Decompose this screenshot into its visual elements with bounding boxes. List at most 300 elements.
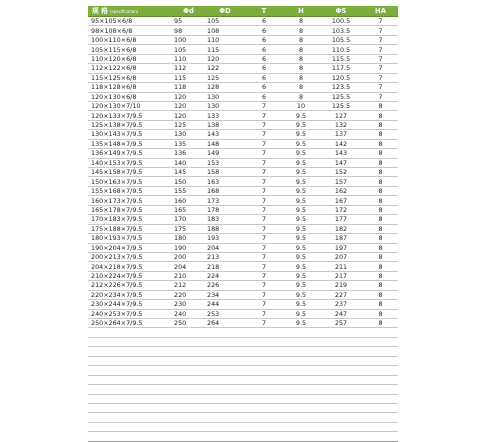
cell-outer-diameter: 125 [205,73,245,82]
table-row [88,281,398,290]
cell-s-diameter: 100.5 [319,17,363,26]
cell-outer-diameter: 120 [205,54,245,63]
table-row [88,215,398,224]
cell-h: 9.5 [283,224,319,233]
table-row [88,262,398,271]
cell-inner-diameter: 120 [172,101,205,110]
cell-h [283,356,319,365]
cell-inner-diameter [172,422,205,431]
cell-s-diameter: 247 [319,309,363,318]
cell-inner-diameter: 160 [172,196,205,205]
cell-s-diameter: 172 [319,205,363,214]
cell-h [283,347,319,356]
cell-h: 8 [283,73,319,82]
cell-s-diameter: 207 [319,252,363,261]
cell-h: 8 [283,26,319,35]
cell-outer-diameter: 115 [205,45,245,54]
table-row [88,101,398,110]
cell-s-diameter: 115.5 [319,54,363,63]
table-body [88,17,398,442]
cell-s-diameter: 187 [319,234,363,243]
cell-outer-diameter [205,328,245,337]
table-row [88,356,398,365]
cell-t: 7 [245,120,283,129]
cell-spec [88,413,172,422]
cell-s-diameter: 177 [319,215,363,224]
cell-ha: 8 [363,290,398,299]
cell-ha: 8 [363,158,398,167]
cell-inner-diameter: 150 [172,177,205,186]
cell-h [283,403,319,412]
cell-outer-diameter: 122 [205,64,245,73]
cell-t [245,385,283,394]
cell-spec: 190×204×7/9.5 [88,243,172,252]
table-row [88,394,398,403]
table-row [88,205,398,214]
table-row [88,413,398,422]
cell-spec [88,328,172,337]
cell-outer-diameter: 213 [205,252,245,261]
cell-ha: 8 [363,309,398,318]
cell-s-diameter [319,328,363,337]
cell-inner-diameter: 210 [172,271,205,280]
cell-t: 6 [245,92,283,101]
cell-outer-diameter: 133 [205,111,245,120]
cell-ha: 8 [363,120,398,129]
cell-spec: 175×188×7/9.5 [88,224,172,233]
cell-outer-diameter [205,337,245,346]
cell-outer-diameter: 244 [205,300,245,309]
cell-spec: 180×193×7/9.5 [88,234,172,243]
cell-t: 7 [245,281,283,290]
cell-inner-diameter [172,356,205,365]
cell-ha: 8 [363,262,398,271]
cell-s-diameter: 167 [319,196,363,205]
table-row [88,139,398,148]
cell-spec [88,432,172,441]
cell-s-diameter [319,432,363,441]
table-row [88,177,398,186]
cell-ha: 7 [363,26,398,35]
cell-s-diameter: 152 [319,168,363,177]
cell-spec [88,403,172,412]
cell-spec: 118×128×6/8 [88,83,172,92]
cell-h: 9.5 [283,205,319,214]
cell-s-diameter: 132 [319,120,363,129]
cell-outer-diameter: 163 [205,177,245,186]
cell-s-diameter: 219 [319,281,363,290]
cell-inner-diameter: 145 [172,168,205,177]
cell-h: 9.5 [283,158,319,167]
cell-ha: 8 [363,101,398,110]
table-row [88,375,398,384]
header-spec-sublabel: (specification) [109,8,139,14]
cell-spec: 140×153×7/9.5 [88,158,172,167]
cell-ha [363,403,398,412]
table-header [88,6,398,17]
cell-inner-diameter [172,347,205,356]
cell-spec: 220×234×7/9.5 [88,290,172,299]
cell-ha [363,375,398,384]
cell-outer-diameter [205,432,245,441]
cell-t: 7 [245,271,283,280]
cell-t: 6 [245,17,283,26]
cell-s-diameter: 120.5 [319,73,363,82]
spec-table [88,6,398,442]
cell-t: 7 [245,224,283,233]
cell-t [245,432,283,441]
cell-h [283,394,319,403]
cell-h: 8 [283,54,319,63]
cell-h: 9.5 [283,319,319,328]
cell-ha: 8 [363,271,398,280]
cell-outer-diameter [205,413,245,422]
cell-ha: 8 [363,186,398,195]
cell-outer-diameter: 153 [205,158,245,167]
cell-spec: 135×148×7/9.5 [88,139,172,148]
table-row [88,366,398,375]
cell-inner-diameter [172,375,205,384]
cell-h: 9.5 [283,300,319,309]
cell-s-diameter [319,422,363,431]
cell-t: 7 [245,149,283,158]
cell-h: 9.5 [283,290,319,299]
table-row [88,328,398,337]
cell-t [245,356,283,365]
cell-inner-diameter: 190 [172,243,205,252]
cell-outer-diameter [205,385,245,394]
cell-h: 9.5 [283,252,319,261]
header-inner-diameter: Φd [172,6,205,17]
table-row [88,64,398,73]
cell-s-diameter [319,356,363,365]
cell-t: 7 [245,309,283,318]
cell-outer-diameter: 128 [205,83,245,92]
cell-s-diameter: 143 [319,149,363,158]
cell-ha: 8 [363,149,398,158]
table-row [88,300,398,309]
table-row [88,186,398,195]
cell-outer-diameter: 168 [205,186,245,195]
cell-spec: 125×138×7/9.5 [88,120,172,129]
cell-h: 9.5 [283,271,319,280]
table-row [88,111,398,120]
cell-spec: 100×110×6/8 [88,35,172,44]
cell-h [283,337,319,346]
cell-ha [363,356,398,365]
cell-spec: 130×143×7/9.5 [88,130,172,139]
cell-s-diameter: 125.5 [319,92,363,101]
cell-h [283,422,319,431]
header-row [88,6,398,17]
cell-spec: 105×115×6/8 [88,45,172,54]
cell-spec [88,422,172,431]
cell-spec: 112×122×6/8 [88,64,172,73]
cell-t: 6 [245,54,283,63]
cell-outer-diameter: 130 [205,101,245,110]
cell-spec: 120×130×7/10 [88,101,172,110]
cell-spec: 115×125×6/8 [88,73,172,82]
cell-spec: 170×183×7/9.5 [88,215,172,224]
cell-inner-diameter [172,432,205,441]
cell-h: 10 [283,101,319,110]
cell-h [283,432,319,441]
cell-spec [88,366,172,375]
cell-t: 6 [245,45,283,54]
cell-spec [88,385,172,394]
cell-inner-diameter: 170 [172,215,205,224]
cell-t [245,347,283,356]
cell-h: 9.5 [283,196,319,205]
cell-outer-diameter [205,366,245,375]
cell-h: 9.5 [283,149,319,158]
cell-t: 7 [245,111,283,120]
cell-ha: 8 [363,252,398,261]
cell-h: 9.5 [283,215,319,224]
cell-spec: 165×178×7/9.5 [88,205,172,214]
table-row [88,168,398,177]
cell-inner-diameter: 125 [172,120,205,129]
cell-inner-diameter: 100 [172,35,205,44]
table-row [88,158,398,167]
cell-t: 7 [245,300,283,309]
cell-t [245,422,283,431]
cell-spec [88,394,172,403]
cell-s-diameter: 123.5 [319,83,363,92]
cell-outer-diameter [205,403,245,412]
cell-t: 7 [245,196,283,205]
cell-h: 9.5 [283,111,319,120]
cell-inner-diameter: 98 [172,26,205,35]
cell-h: 8 [283,45,319,54]
cell-t [245,403,283,412]
table-row [88,243,398,252]
cell-s-diameter [319,394,363,403]
table-row [88,347,398,356]
cell-ha: 8 [363,139,398,148]
cell-outer-diameter: 178 [205,205,245,214]
cell-ha [363,432,398,441]
cell-spec: 150×163×7/9.5 [88,177,172,186]
cell-outer-diameter [205,356,245,365]
cell-outer-diameter: 110 [205,35,245,44]
table-row [88,234,398,243]
cell-ha [363,385,398,394]
cell-outer-diameter: 188 [205,224,245,233]
table-row [88,130,398,139]
cell-outer-diameter: 264 [205,319,245,328]
cell-inner-diameter: 112 [172,64,205,73]
cell-spec: 210×224×7/9.5 [88,271,172,280]
cell-spec: 204×218×7/9.5 [88,262,172,271]
cell-outer-diameter: 148 [205,139,245,148]
cell-inner-diameter: 240 [172,309,205,318]
cell-outer-diameter [205,422,245,431]
header-spec [88,6,172,17]
cell-h: 9.5 [283,139,319,148]
cell-spec: 98×108×6/8 [88,26,172,35]
table-row [88,271,398,280]
cell-h [283,413,319,422]
cell-inner-diameter: 212 [172,281,205,290]
cell-ha: 7 [363,45,398,54]
cell-ha: 8 [363,300,398,309]
cell-outer-diameter: 253 [205,309,245,318]
cell-s-diameter: 117.5 [319,64,363,73]
cell-h: 9.5 [283,120,319,129]
cell-outer-diameter: 218 [205,262,245,271]
cell-spec: 136×149×7/9.5 [88,149,172,158]
cell-t [245,394,283,403]
cell-inner-diameter: 118 [172,83,205,92]
cell-s-diameter [319,385,363,394]
table-row [88,290,398,299]
table-row [88,385,398,394]
header-spec-label: 规 格 [92,6,108,15]
cell-outer-diameter: 173 [205,196,245,205]
cell-outer-diameter: 105 [205,17,245,26]
cell-inner-diameter: 115 [172,73,205,82]
cell-spec: 145×158×7/9.5 [88,168,172,177]
cell-ha: 7 [363,73,398,82]
cell-h [283,385,319,394]
cell-s-diameter: 147 [319,158,363,167]
header-t: T [245,6,283,17]
cell-s-diameter [319,413,363,422]
cell-ha [363,422,398,431]
cell-t: 7 [245,262,283,271]
table-row [88,432,398,441]
cell-s-diameter: 182 [319,224,363,233]
cell-outer-diameter: 204 [205,243,245,252]
cell-t [245,328,283,337]
cell-ha: 7 [363,54,398,63]
cell-h: 9.5 [283,130,319,139]
header-ha: HA [363,6,398,17]
cell-ha: 8 [363,234,398,243]
cell-ha [363,394,398,403]
cell-ha [363,337,398,346]
table-row [88,54,398,63]
cell-s-diameter: 237 [319,300,363,309]
cell-h: 9.5 [283,234,319,243]
table-row [88,319,398,328]
cell-s-diameter [319,403,363,412]
table-row [88,92,398,101]
cell-t: 7 [245,234,283,243]
cell-outer-diameter: 143 [205,130,245,139]
table-row [88,83,398,92]
cell-s-diameter: 157 [319,177,363,186]
cell-inner-diameter: 155 [172,186,205,195]
cell-t [245,337,283,346]
cell-ha: 8 [363,205,398,214]
cell-s-diameter: 110.5 [319,45,363,54]
cell-h: 9.5 [283,262,319,271]
cell-t: 7 [245,168,283,177]
header-s-diameter: ΦS [319,6,363,17]
cell-ha: 8 [363,224,398,233]
cell-inner-diameter: 135 [172,139,205,148]
cell-inner-diameter: 230 [172,300,205,309]
cell-ha: 7 [363,35,398,44]
cell-inner-diameter: 220 [172,290,205,299]
cell-s-diameter: 125.5 [319,101,363,110]
cell-s-diameter: 137 [319,130,363,139]
cell-inner-diameter [172,366,205,375]
table-row [88,149,398,158]
cell-inner-diameter: 105 [172,45,205,54]
cell-h: 9.5 [283,243,319,252]
cell-ha: 8 [363,168,398,177]
cell-h: 8 [283,83,319,92]
cell-t: 7 [245,186,283,195]
cell-inner-diameter [172,385,205,394]
cell-outer-diameter [205,375,245,384]
cell-inner-diameter: 204 [172,262,205,271]
cell-spec [88,337,172,346]
cell-outer-diameter: 183 [205,215,245,224]
cell-spec [88,356,172,365]
cell-h: 8 [283,92,319,101]
cell-h: 9.5 [283,168,319,177]
cell-ha: 7 [363,83,398,92]
cell-inner-diameter [172,394,205,403]
cell-s-diameter: 103.5 [319,26,363,35]
cell-inner-diameter: 130 [172,130,205,139]
cell-inner-diameter: 175 [172,224,205,233]
cell-h: 8 [283,17,319,26]
cell-h [283,366,319,375]
header-outer-diameter: ΦD [205,6,245,17]
cell-spec: 120×130×6/8 [88,92,172,101]
cell-inner-diameter: 120 [172,111,205,120]
cell-s-diameter: 142 [319,139,363,148]
cell-spec: 160×173×7/9.5 [88,196,172,205]
cell-h: 9.5 [283,309,319,318]
cell-t: 7 [245,205,283,214]
cell-spec: 155×168×7/9.5 [88,186,172,195]
cell-ha [363,347,398,356]
cell-ha: 8 [363,196,398,205]
cell-inner-diameter: 180 [172,234,205,243]
cell-outer-diameter: 224 [205,271,245,280]
cell-t: 7 [245,252,283,261]
cell-s-diameter: 257 [319,319,363,328]
cell-ha: 7 [363,92,398,101]
table-row [88,196,398,205]
cell-inner-diameter: 95 [172,17,205,26]
cell-t: 7 [245,215,283,224]
table-row [88,120,398,129]
cell-t: 7 [245,158,283,167]
cell-ha [363,328,398,337]
table-row [88,403,398,412]
cell-ha: 8 [363,111,398,120]
cell-ha: 8 [363,177,398,186]
cell-h: 8 [283,64,319,73]
cell-outer-diameter: 193 [205,234,245,243]
cell-h: 8 [283,35,319,44]
cell-inner-diameter: 250 [172,319,205,328]
cell-inner-diameter [172,403,205,412]
cell-outer-diameter: 234 [205,290,245,299]
cell-s-diameter [319,375,363,384]
cell-ha: 8 [363,130,398,139]
cell-t: 6 [245,73,283,82]
cell-inner-diameter [172,328,205,337]
cell-spec: 212×226×7/9.5 [88,281,172,290]
